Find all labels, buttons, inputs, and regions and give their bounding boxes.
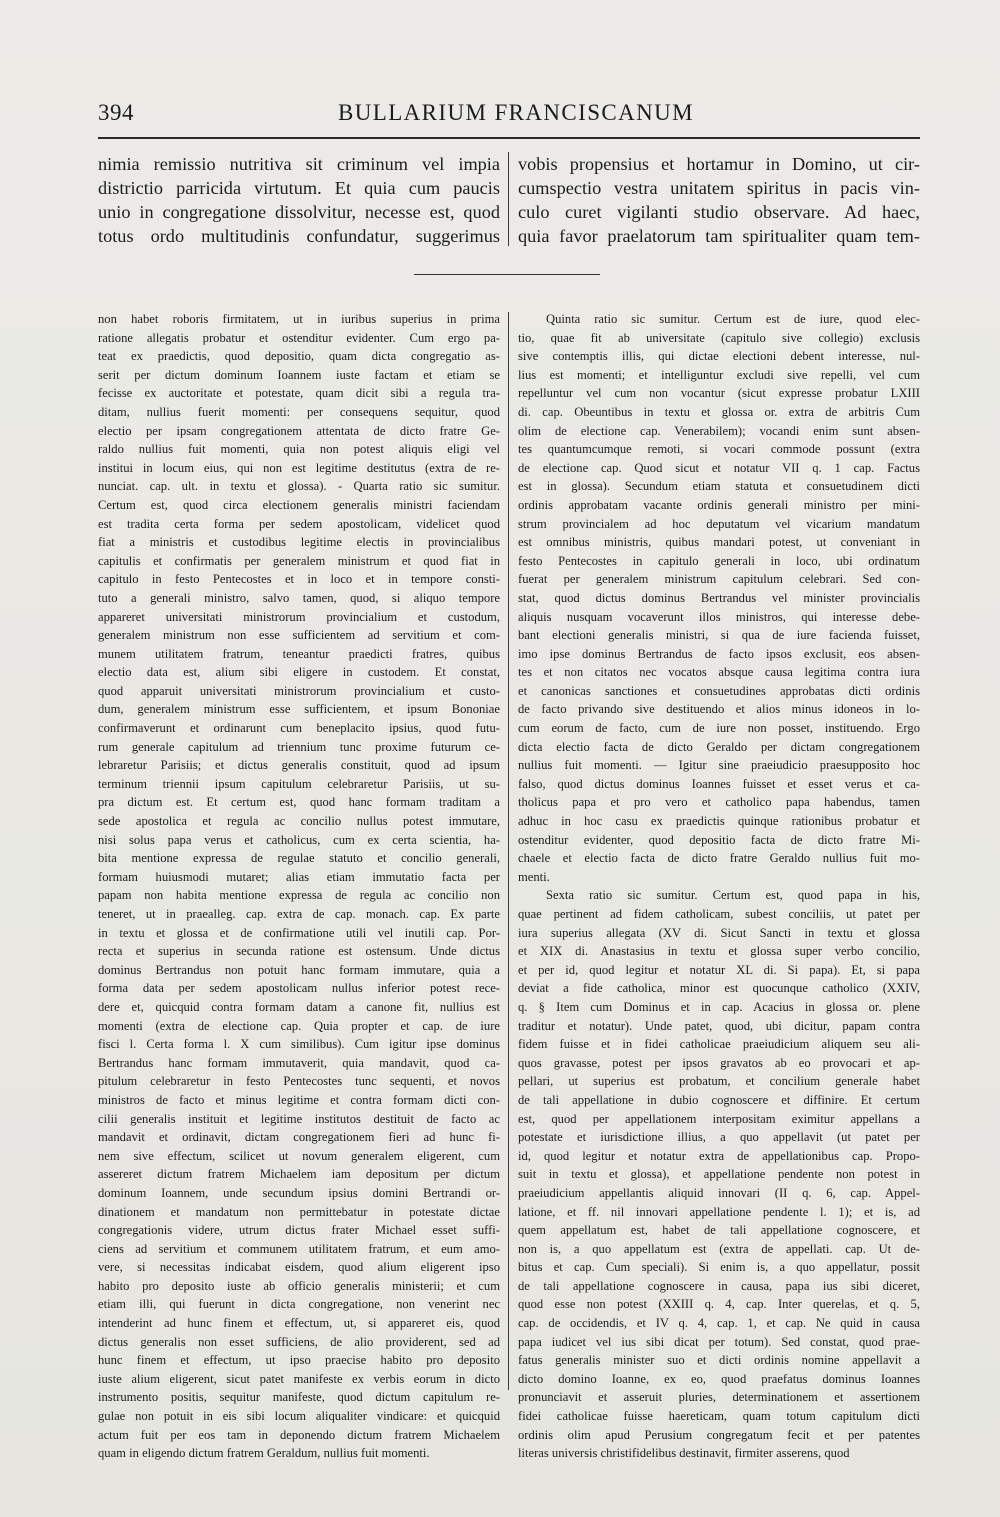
- text-line: tholicus papa et pro vero et catholico papa habendus, tamen: [518, 795, 920, 810]
- text-line: electio per ipsam congregationem attentata de dicto fratre Ge-: [98, 423, 500, 438]
- text-line: tes quantumcumque remoti, si vocari commode possunt (extra: [518, 442, 920, 457]
- text-line: tuto a generali ministro, salvo tamen, quod, si aliquo tempore: [98, 590, 500, 605]
- text-line: deviat a fide catholica, minor est quocunque catholico (XXIV,: [518, 981, 920, 996]
- text-line: capitulis et confirmatis per generalem ministrum et quod fiat in: [98, 553, 500, 568]
- text-line: momenti (extra de electione cap. Quia propter et cap. de iure: [98, 1018, 500, 1033]
- text-line: et XIX di. Anastasius in textu et glossa super verbo concilio,: [518, 944, 920, 959]
- text-line: ratione allegatis probatur et ostenditur evidenter. Cum ergo pa-: [98, 330, 500, 345]
- text-line: ordinis approbatam vacante ordinis generali ministro per mini-: [518, 497, 920, 512]
- text-line: lius est momenti; et intelliguntur excludi sive repelli, vel cum: [518, 367, 920, 382]
- text-line: dominum Ioannem, unde secundum ipsius domini Bertrandi or-: [98, 1185, 500, 1200]
- text-line: non is, a quo appellatum est (extra de appellati. cap. Ut de-: [518, 1241, 920, 1256]
- text-line: etiam illi, qui fuerunt in dicta congregatione, non venerint nec: [98, 1297, 500, 1312]
- text-line: cilii generalis instituit et legitime institutos destituit de facto ac: [98, 1111, 500, 1126]
- text-line: est omnibus ministris, quibus mandari potest, ut conveniant in: [518, 535, 920, 550]
- text-line: culo curet vigilanti studio observare. Ad haec,: [518, 202, 920, 222]
- text-line: Quinta ratio sic sumitur. Certum est de iure, quod elec-: [546, 312, 920, 326]
- text-line: pronunciavit et asseruit pluries, determinationem et assertionem: [518, 1390, 920, 1405]
- text-line: pitulum celebraretur in festo Pentecostes tunc sequenti, et novos: [98, 1074, 500, 1089]
- text-line: tes et non citatos nec vocatos absque causa legitima contra iura: [518, 665, 920, 680]
- text-line: chaele et electio facta de dicto fratre Geraldo nullius fuit mo-: [518, 851, 920, 866]
- running-title: BULLARIUM FRANCISCANUM: [338, 100, 695, 125]
- text-line: vobis propensius et hortamur in Domino, ut cir-: [518, 154, 920, 174]
- text-line: quod apparuit universitati ministrorum provincialium et custo-: [98, 683, 500, 698]
- text-line: bant electioni generalis ministri, si qua de iure facienda fuisset,: [518, 628, 920, 643]
- text-line: fidei catholicae fuisse haereticam, quam totum capitulum dicti: [518, 1409, 920, 1424]
- text-line: de facto privando sive destituendo et alios minus idoneos in lo-: [518, 702, 920, 717]
- text-line: praeiudicium appellantis aliquid innovari (II q. 6, cap. Appel-: [518, 1185, 920, 1200]
- text-line: repelluntur vel cum non vocantur (sicut expresse probatur LXIII: [518, 386, 920, 401]
- text-line: festo Pentecostes in capitulo generali in loco, ubi ordinatum: [518, 553, 920, 568]
- upper-left-column: [98, 152, 500, 248]
- text-line: ditam, nullius fuerit momenti: per consequens sequitur, quod: [98, 404, 500, 419]
- running-head: [98, 100, 920, 134]
- text-line: pellari, ut superius est probatum, et concilium generale habet: [518, 1074, 920, 1089]
- text-line: institui in locum eius, qui non est legitime destitutus (extra de re-: [98, 460, 500, 475]
- text-line: sede apostolica et regula ac concilio nullus potest immutare,: [98, 814, 500, 829]
- text-line: et per id, quod legitur et notatur XL di. Si papa). Et, si papa: [518, 962, 920, 977]
- text-line: formam huiusmodi mutaret; alias etiam immutatio facta per: [98, 869, 500, 884]
- text-line: ministros de facto et minus legitime et contra formam dicti con-: [98, 1092, 500, 1107]
- text-line: mandavit et ordinavit, dictam congregationem fieri ad hunc fi-: [98, 1130, 500, 1145]
- text-line: aliquis nusquam vocaverunt illos ministros, qui interesse debe-: [518, 609, 920, 624]
- text-line: districtio parricida virtutum. Et quia cum paucis: [98, 178, 500, 198]
- text-line: quam in eligendo dictum fratrem Geraldum, nullius fuit momenti.: [98, 1446, 430, 1461]
- text-line: literas universis christifidelibus destinavit, firmiter asserens, quod: [518, 1446, 850, 1461]
- text-line: recta et superius in secunda ratione est ostensum. Unde dictus: [98, 944, 500, 959]
- text-line: adhuc in hoc casu ex praedictis quinque rationibus probatur et: [518, 814, 920, 829]
- text-line: ostenditur evidenter, quod depositio facta de dicto fratre Mi-: [518, 832, 920, 847]
- text-line: cum eorum de facto, cum de iure non posset, instituendo. Ergo: [518, 721, 920, 736]
- text-line: habito pro deposito iuste ab officio generalis ministerii; et cum: [98, 1278, 500, 1293]
- text-line: serit per dictum dominum Ioannem iuste factam et etiam se: [98, 367, 500, 382]
- text-line: quae pertinent ad fidem catholicam, subest conciliis, ut patet per: [518, 907, 920, 921]
- text-line: assereret dictum fratrem Michaelem iam depositum per dictum: [98, 1167, 500, 1182]
- text-line: Bertrandus hanc formam immutaverit, quia mandavit, quod ca-: [98, 1055, 500, 1070]
- text-line: fidem fuisse et in fidei catholicae praeiudicium aliquem seu ali-: [518, 1037, 920, 1052]
- text-line: congregationis videre, utrum dictus frater Michael esset suffi-: [98, 1223, 500, 1238]
- text-line: de electione cap. Quod sicut et notatur VII q. 1 cap. Factus: [518, 460, 920, 475]
- text-line: actum fuit per eos tam in deponendo dictum fratrem Michaelem: [98, 1427, 500, 1442]
- text-line: dicta electio facta de dicto Geraldo per dictam congregationem: [518, 739, 920, 754]
- text-line: quod esse non potest (XXIII q. 4, cap. Inter querelas, et q. 5,: [518, 1297, 920, 1312]
- text-line: imo ipse dominus Bertrandus de facto ipsos exclusit, eos absen-: [518, 646, 920, 661]
- text-line: q. § Item cum Dominus et in cap. Acacius in glossa or. plene: [518, 999, 920, 1014]
- text-line: totus ordo multitudinis confundatur, suggerimus: [98, 226, 500, 246]
- text-line: appareret universitati ministrorum provincialium et custodum,: [98, 609, 500, 624]
- section-separator-rule: [414, 274, 600, 275]
- text-line: et canonicas sanctiones et consuetudines approbatas dicti ordinis: [518, 683, 920, 698]
- text-line: confirmaverunt et ordinarunt cum beneplacito ipsius, quod futu-: [98, 721, 500, 736]
- text-line: nimia remissio nutritiva sit criminum vel impia: [98, 154, 500, 174]
- text-line: lebraretur Parisiis; et dictus generalis constituit, quod ad ipsum: [98, 758, 500, 773]
- text-line: bita mentione expressa de regulae statuto et concilio generali,: [98, 851, 500, 866]
- upper-right-column: [518, 152, 920, 248]
- text-line: tio, quae fit ab universitate (capitulo sive collegio) exclusis: [518, 330, 920, 345]
- header-rule: [98, 137, 920, 139]
- text-line: hunc finem et effectum, ut ipso praecise habito pro deposito: [98, 1353, 500, 1368]
- text-line: ciens ad servitium et communem utilitatem fratrum, et eum amo-: [98, 1241, 500, 1256]
- text-line: dicto domino Ioanne, ex eo, quod praefatus dominus Ioannes: [518, 1371, 920, 1386]
- text-line: rum generale capitulum ad triennium tunc proxime futurum ce-: [98, 739, 500, 754]
- text-line: capitulo in festo Pentecostes et in loco et in tempore consti-: [98, 572, 500, 587]
- text-line: est, quod per appellationem interpositam eximitur appellans a: [518, 1111, 920, 1126]
- text-line: nunciat. cap. ult. in textu et glossa). - Quarta ratio sic sumitur.: [98, 479, 500, 494]
- text-line: nisi solus papa verus et catholicus, cum ex certa scientia, ha-: [98, 832, 500, 847]
- text-line: sive contemptis illis, qui dictae electioni debent interesse, nul-: [518, 349, 920, 364]
- text-line: de tali appellatione cognoscere in causa, papa ius sibi diceret,: [518, 1278, 920, 1293]
- text-line: papa iudicet vel ius sibi dicat per totum). Sed constat, quod prae-: [518, 1334, 920, 1349]
- lower-text-block: [98, 310, 920, 1461]
- text-line: dominus Bertrandus non potuit hanc formam immutare, quia a: [98, 962, 500, 977]
- text-line: unio in congregatione dissolvitur, necesse est, quod: [98, 202, 500, 222]
- text-line: iuste alium eligerent, sicut patet manifeste ex verbis eorum in dicto: [98, 1371, 500, 1386]
- text-line: fiat a ministris et custodibus legitime electis in provincialibus: [98, 535, 500, 550]
- upper-text-block: [98, 152, 920, 252]
- text-line: quem appellatum est, habet de tali appellatione cognoscere, et: [518, 1223, 920, 1238]
- text-line: munem utilitatem fratrum, teneantur praedicti fratres, quibus: [98, 646, 500, 661]
- text-line: dere et, quicquid contra formam datam a canone fit, nullius est: [98, 999, 500, 1014]
- text-line: instrumento positis, sequitur manifeste, quod dictum capitulum re-: [98, 1390, 500, 1405]
- text-line: cap. de occidendis, et IV q. 4, cap. 1, et cap. Ne quid in causa: [518, 1316, 920, 1331]
- text-line: ordinis olim apud Perusium congregatum fecit et per patentes: [518, 1427, 920, 1442]
- lower-right-column: [518, 310, 920, 1463]
- text-line: cumspectio vestra unitatem spiritus in pacis vin-: [518, 178, 920, 198]
- text-line: Certum est, quod circa electionem generalis ministri faciendam: [98, 497, 500, 512]
- text-line: menti.: [518, 869, 550, 884]
- text-line: dinationem et mandatum non permittebatur in potestate dictae: [98, 1204, 500, 1219]
- text-line: quia favor praelatorum tam spiritualiter quam tem-: [518, 226, 920, 246]
- text-line: di. cap. Obeuntibus in textu et glossa or. extra de arbitris Cum: [518, 404, 920, 419]
- text-line: intenderint ad hunc finem et effectum, ut, si appareret eis, quod: [98, 1316, 500, 1331]
- text-line: electio data est, alium sibi eligere in custodem. Et constat,: [98, 665, 500, 680]
- text-line: raldo nullius fuit momenti, quia non potest aliquis eligi vel: [98, 442, 500, 457]
- text-line: dictus generalis non esset sufficiens, de alio providerent, sed ad: [98, 1334, 500, 1349]
- text-line: teat ex praedictis, quod depositio, quam dicta congregatio as-: [98, 349, 500, 364]
- text-line: pra dictum est. Et certum est, quod hanc formam traditam a: [98, 795, 500, 810]
- text-line: falso, quod dictus dominus Ioannes fuisset et esset verus et ca-: [518, 776, 920, 791]
- text-line: fatus generalis minister suo et dicti ordinis nomine appellavit a: [518, 1353, 920, 1368]
- text-line: strum provincialem ad hoc deputatum vel vicarium mandatum: [518, 516, 920, 531]
- text-line: traditur et notatur). Unde patet, quod, ubi dicitur, papam contra: [518, 1018, 920, 1033]
- text-line: terminum triennii ipsum capitulum celebraretur Parisiis, ut su-: [98, 776, 500, 791]
- text-line: forma data per sedem apostolicam nullus inferior potest rece-: [98, 981, 500, 996]
- text-line: vere, si necessitas indicabat eisdem, quod alium eligerent ipso: [98, 1260, 500, 1275]
- text-line: id, quod legitur et notatur extra de appellationibus cap. Propo-: [518, 1148, 920, 1163]
- text-line: bitus et cap. Cum speciali). Si enim is, a quo appellatur, possit: [518, 1260, 920, 1275]
- text-line: suit in textu et glossa), et appellatione pendente non potest in: [518, 1167, 920, 1182]
- text-line: gulae non potuit in eis sibi locum aliqualiter vindicare: et quicquid: [98, 1409, 500, 1424]
- text-line: est in glossa). Secundum etiam statuta et consuetudinem dicti: [518, 479, 920, 494]
- text-line: dum, generalem ministrum esse sufficientem, et ipsum Bononiae: [98, 702, 500, 717]
- text-line: fecisse ex auctoritate et potestate, quam dicit sibi a regula tra-: [98, 386, 500, 401]
- text-line: nem sive effectum, scilicet ut novum generalem eligerent, cum: [98, 1148, 500, 1163]
- page-number: 394: [98, 100, 134, 125]
- text-line: potestate et iurisdictione illius, a quo appellavit (ut patet per: [518, 1130, 920, 1145]
- text-line: papam non habita mentione expressa de regula ac concilio non: [98, 888, 500, 903]
- text-line: olim de electione cap. Venerabilem); vocandi enim sunt absen-: [518, 423, 920, 438]
- text-line: quos gravasse, potest per ipsos gravatos ab eo provocari et ap-: [518, 1055, 920, 1070]
- text-line: generalem ministrum non esse sufficientem ad servitium et com-: [98, 628, 500, 643]
- lower-left-column: [98, 310, 500, 1463]
- text-line: Sexta ratio sic sumitur. Certum est, quod papa in his,: [546, 888, 920, 903]
- text-line: fuerat per generalem ministrum capitulum celebrari. Sed con-: [518, 572, 920, 587]
- upper-column-divider: [508, 152, 509, 246]
- text-line: stat, quod dictus dominus Bertrandus vel minister provincialis: [518, 590, 920, 605]
- text-line: teneret, ut in praealleg. cap. extra de cap. monach. cap. Ex parte: [98, 907, 500, 921]
- text-line: in textu et glossa et de confirmatione utili vel inutili cap. Por-: [98, 925, 500, 940]
- text-line: non habet roboris firmitatem, ut in iuribus superius in prima: [98, 312, 500, 326]
- text-line: fisci l. Certa forma l. X cum similibus). Cum igitur ipse dominus: [98, 1037, 500, 1052]
- text-line: de tali appellatione in dubio cognoscere et diffinire. Et certum: [518, 1092, 920, 1107]
- lower-column-divider: [508, 312, 509, 1390]
- text-line: nullius fuit momenti. — Igitur sine praeiudicio praesupposito hoc: [518, 758, 920, 773]
- text-line: est tradita certa forma per sedem apostolicam, videlicet quod: [98, 516, 500, 531]
- text-line: iura superius allegata (XV di. Sicut Sancti in textu et glossa: [518, 925, 920, 940]
- text-line: latione, et ff. nil innovari appellatione pendente l. 1); et is, ad: [518, 1204, 920, 1219]
